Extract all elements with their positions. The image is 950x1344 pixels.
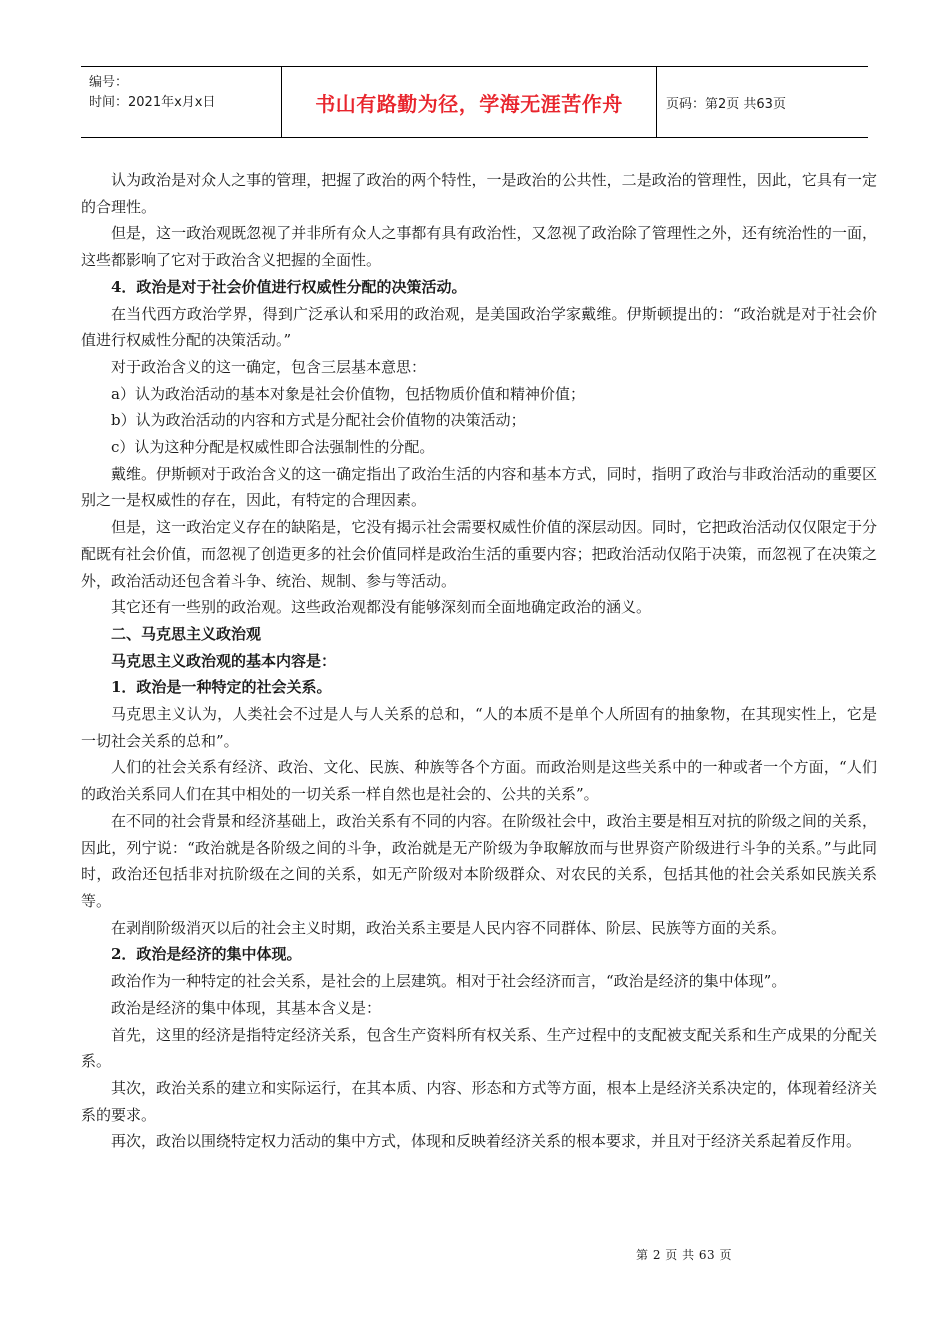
paragraph: 对于政治含义的这一确定，包含三层基本意思：	[111, 357, 427, 376]
paragraph: 在当代西方政治学界，得到广泛承认和采用的政治观，是美国政治学家戴维。伊斯顿提出的：“政治就是对于社会价值进行权威性分配的决策活动。”	[81, 304, 877, 350]
section-heading: 2．政治是经济的集中体现。	[111, 945, 302, 964]
paragraph: 马克思主义认为，人类社会不过是人与人关系的总和，“人的本质不是单个人所固有的抽象物，在其现实性上，它是一切社会关系的总和”。	[81, 705, 877, 750]
paragraph: 其次，政治关系的建立和实际运行，在其本质、内容、形态和方式等方面，根本上是经济关系决定的，体现着经济关系的要求。	[81, 1078, 877, 1124]
page-footer: 第 2 页 共 63 页	[636, 1248, 732, 1262]
paragraph: 人们的社会关系有经济、政治、文化、民族、种族等各个方面。而政治则是这些关系中的一种或者一个方面，“人们的政治关系同人们在其中相处的一切关系一样自然也是社会的、公共的关系”。	[81, 758, 877, 804]
section-heading: 1．政治是一种特定的社会关系。	[111, 678, 332, 697]
section-heading: 4．政治是对于社会价值进行权威性分配的决策活动。	[111, 277, 467, 296]
paragraph: 戴维。伊斯顿对于政治含义的这一确定指出了政治生活的内容和基本方式，同时，指明了政治与非政治活动的重要区别之一是权威性的存在，因此，有特定的合理因素。	[81, 464, 877, 510]
header-meta	[81, 67, 282, 137]
paragraph: 认为政治是对众人之事的管理，把握了政治的两个特性，一是政治的公共性，二是政治的管理性，因此，它具有一定的合理性。	[81, 171, 877, 216]
paragraph: 再次，政治以围绕特定权力活动的集中方式，体现和反映着经济关系的根本要求，并且对于经济关系起着反作用。	[111, 1132, 862, 1151]
header-motto-cell	[282, 67, 657, 137]
paragraph: 在不同的社会背景和经济基础上，政治关系有不同的内容。在阶级社会中，政治主要是相互对抗的阶级之间的关系，因此，列宁说：“政治就是各阶级之间的斗争，政治就是无产阶级为争取解放而与世界资产阶级进行斗争的关系。”与此同时，政治还包括非对抗阶级在之间的关系，如无产阶级对本阶级群众、对农民的关系，包括其他的社会关系如民族关系等。	[81, 811, 877, 910]
paragraph: 首先，这里的经济是指特定经济关系，包含生产资料所有权关系、生产过程中的支配被支配关系和生产成果的分配关系。	[81, 1025, 877, 1071]
paragraph: 政治是经济的集中体现，其基本含义是：	[111, 998, 382, 1017]
paragraph: 但是，这一政治观既忽视了并非所有众人之事都有具有政治性，又忽视了政治除了管理性之外，还有统治性的一面，这些都影响了它对于政治含义把握的全面性。	[81, 224, 877, 270]
section-heading: 二、马克思主义政治观	[111, 624, 262, 643]
document-body	[81, 167, 877, 1155]
document-number: 编号：	[89, 75, 129, 90]
paragraph: b）认为政治活动的内容和方式是分配社会价值物的决策活动；	[111, 411, 526, 430]
paragraph: 政治作为一种特定的社会关系，是社会的上层建筑。相对于社会经济而言，“政治是经济的集中体现”。	[111, 972, 787, 991]
header-page-number: 页码：第2页 共63页	[666, 96, 786, 112]
header-motto: 书山有路勤为径，学海无涯苦作舟	[315, 91, 623, 116]
paragraph: 在剥削阶级消灭以后的社会主义时期，政治关系主要是人民内容不同群体、阶层、民族等方面的关系。	[111, 918, 787, 937]
paragraph: a）认为政治活动的基本对象是社会价值物，包括物质价值和精神价值；	[111, 384, 585, 403]
paragraph: 但是，这一政治定义存在的缺陷是，它没有揭示社会需要权威性价值的深层动因。同时，它把政治活动仅仅限定于分配既有社会价值，而忽视了创造更多的社会价值同样是政治生活的重要内容；把政治活动仅陷于决策，而忽视了在决策之外，政治活动还包含着斗争、统治、规制、参与等活动。	[81, 518, 877, 590]
paragraph: 其它还有一些别的政治观。这些政治观都没有能够深刻而全面地确定政治的涵义。	[111, 598, 652, 617]
document-time: 时间：2021年x月x日	[89, 95, 216, 110]
section-heading: 马克思主义政治观的基本内容是：	[111, 651, 337, 670]
page-header	[81, 66, 868, 138]
paragraph: c）认为这种分配是权威性即合法强制性的分配。	[111, 438, 435, 457]
